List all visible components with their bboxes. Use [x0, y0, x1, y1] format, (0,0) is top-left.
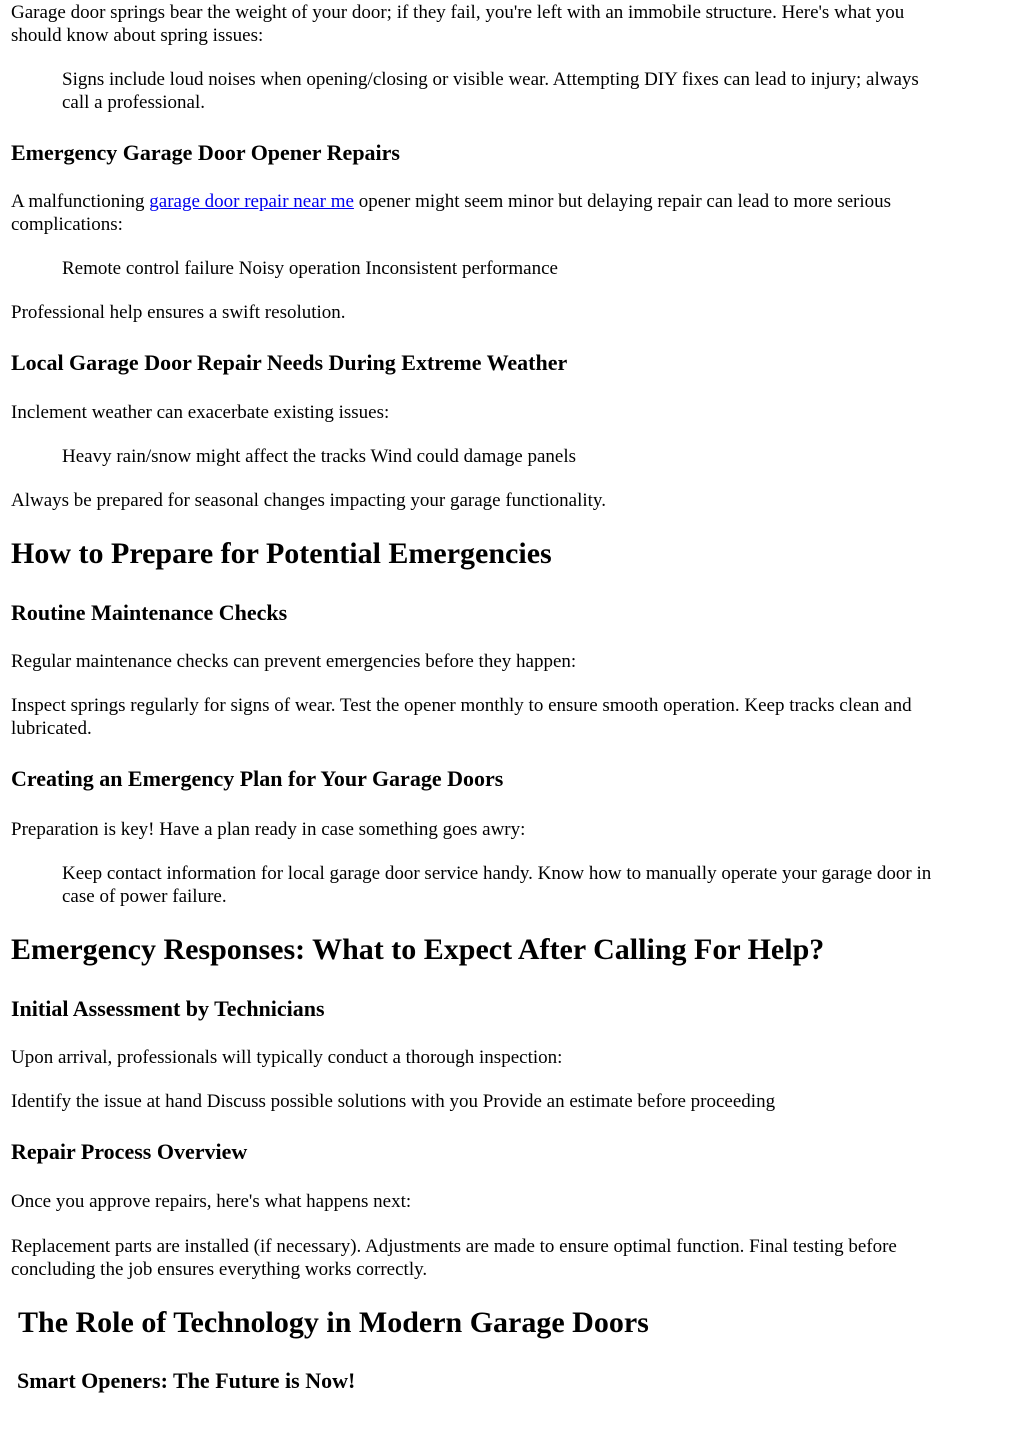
- opener-paragraph-line-1: [11, 190, 891, 213]
- maintenance-heading: Routine Maintenance Checks: [11, 600, 288, 625]
- plan-quote-line-2: case of power failure.: [62, 886, 227, 907]
- springs-quote-line-2: call a professional.: [62, 92, 205, 113]
- springs-quote-line-1: Signs include loud noises when opening/closing or visible wear. Attempting DIY fixes can lead to injury; always: [62, 69, 919, 90]
- process-heading: Repair Process Overview: [11, 1139, 248, 1164]
- plan-heading: Creating an Emergency Plan for Your Garage Doors: [11, 766, 504, 791]
- opener-paragraph-prefix: A malfunctioning: [11, 191, 150, 212]
- weather-quote: Heavy rain/snow might affect the tracks Wind could damage panels: [62, 446, 577, 467]
- prepare-heading: How to Prepare for Potential Emergencies: [11, 537, 552, 570]
- garage-door-repair-link[interactable]: garage door repair near me: [149, 191, 354, 212]
- weather-note: Always be prepared for seasonal changes impacting your garage functionality.: [11, 490, 606, 511]
- maintenance-list-line-2: lubricated.: [11, 718, 92, 739]
- opener-paragraph-suffix: opener might seem minor but delaying repair can lead to more serious: [353, 191, 892, 212]
- weather-heading: Local Garage Door Repair Needs During Extreme Weather: [11, 350, 568, 375]
- opener-note: Professional help ensures a swift resolution.: [11, 302, 346, 323]
- intro-line-1: Garage door springs bear the weight of your door; if they fail, you're left with an immobile structure. Here's what you: [11, 2, 905, 23]
- opener-paragraph-line-2: complications:: [11, 214, 123, 235]
- assessment-paragraph: Upon arrival, professionals will typically conduct a thorough inspection:: [11, 1047, 563, 1068]
- intro-line-2: should know about spring issues:: [11, 25, 264, 46]
- responses-heading: Emergency Responses: What to Expect After Calling For Help?: [11, 933, 825, 966]
- opener-quote: Remote control failure Noisy operation Inconsistent performance: [62, 258, 558, 279]
- opener-heading: Emergency Garage Door Opener Repairs: [11, 140, 400, 165]
- assessment-heading: Initial Assessment by Technicians: [11, 996, 325, 1021]
- maintenance-paragraph: Regular maintenance checks can prevent emergencies before they happen:: [11, 651, 577, 672]
- weather-paragraph: Inclement weather can exacerbate existing issues:: [11, 402, 390, 423]
- assessment-list: Identify the issue at hand Discuss possible solutions with you Provide an estimate before proceeding: [11, 1091, 776, 1112]
- maintenance-list-line-1: Inspect springs regularly for signs of wear. Test the opener monthly to ensure smooth operation. Keep tracks clean and: [11, 695, 912, 716]
- process-list-line-2: concluding the job ensures everything works correctly.: [11, 1259, 428, 1280]
- process-list-line-1: Replacement parts are installed (if necessary). Adjustments are made to ensure optimal function. Final testing before: [11, 1236, 897, 1257]
- smart-openers-heading: Smart Openers: The Future is Now!: [17, 1368, 356, 1393]
- plan-quote-line-1: Keep contact information for local garage door service handy. Know how to manually operate your garage door in: [62, 863, 932, 884]
- process-paragraph: Once you approve repairs, here's what happens next:: [11, 1191, 412, 1212]
- technology-heading: The Role of Technology in Modern Garage Doors: [18, 1306, 649, 1339]
- plan-paragraph: Preparation is key! Have a plan ready in case something goes awry:: [11, 819, 526, 840]
